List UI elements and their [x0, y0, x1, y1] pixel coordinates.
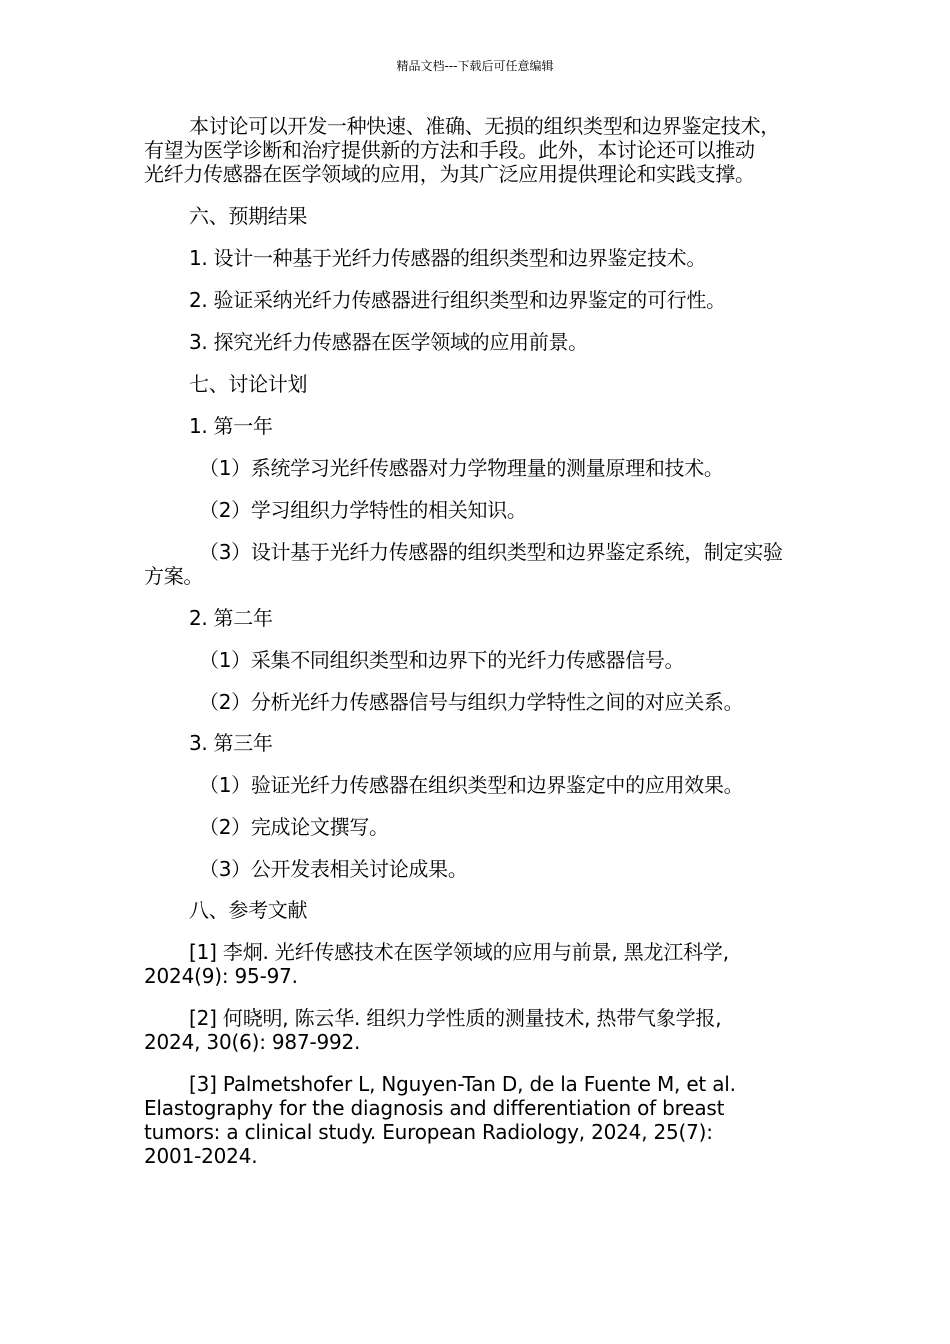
expected-result-3: 3. 探究光纤力传感器在医学领域的应用前景。 [189, 330, 588, 354]
reference-1-line-1: [1] 李炯. 光纤传感技术在医学领域的应用与前景, 黑龙江科学, [189, 940, 729, 964]
year-3-title: 3. 第三年 [189, 731, 273, 755]
section-6-heading: 六、预期结果 [189, 204, 308, 228]
year-1-task-3-line-2: 方案。 [144, 564, 204, 588]
reference-3-line-2: Elastography for the diagnosis and differentiation of breast [144, 1096, 725, 1120]
section-7-heading: 七、讨论计划 [189, 372, 308, 396]
reference-1-line-2: 2024(9): 95-97. [144, 964, 298, 988]
reference-2-line-2: 2024, 30(6): 987-992. [144, 1030, 361, 1054]
year-2-title: 2. 第二年 [189, 606, 273, 630]
reference-3-line-1: [3] Palmetshofer L, Nguyen-Tan D, de la Fuente M, et al. [189, 1072, 736, 1096]
year-3-task-2: （2）完成论文撰写。 [199, 815, 389, 839]
year-3-task-3: （3）公开发表相关讨论成果。 [199, 857, 468, 881]
intro-paragraph [144, 114, 808, 186]
reference-3 [144, 1072, 808, 1168]
reference-2 [144, 1006, 808, 1054]
reference-3-line-3: tumors: a clinical study. European Radiology, 2024, 25(7): [144, 1120, 713, 1144]
year-3-task-1: （1）验证光纤力传感器在组织类型和边界鉴定中的应用效果。 [199, 773, 744, 797]
expected-result-1: 1. 设计一种基于光纤力传感器的组织类型和边界鉴定技术。 [189, 246, 707, 270]
year-1-task-1: （1）系统学习光纤传感器对力学物理量的测量原理和技术。 [199, 456, 724, 480]
intro-line-1: 本讨论可以开发一种快速、准确、无损的组织类型和边界鉴定技术， [189, 114, 780, 138]
reference-2-line-1: [2] 何晓明, 陈云华. 组织力学性质的测量技术, 热带气象学报, [189, 1006, 722, 1030]
intro-line-2: 有望为医学诊断和治疗提供新的方法和手段。此外，本讨论还可以推动 [144, 138, 755, 162]
expected-result-2: 2. 验证采纳光纤力传感器进行组织类型和边界鉴定的可行性。 [189, 288, 726, 312]
year-1-task-2: （2）学习组织力学特性的相关知识。 [199, 498, 527, 522]
reference-1 [144, 940, 808, 988]
year-1-task-3-line-1: （3）设计基于光纤力传感器的组织类型和边界鉴定系统，制定实验 [199, 540, 783, 564]
intro-line-3: 光纤力传感器在医学领域的应用，为其广泛应用提供理论和实践支撑。 [144, 162, 755, 186]
document-body [144, 114, 808, 1168]
year-1-title: 1. 第一年 [189, 414, 273, 438]
page-header-watermark: 精品文档---下载后可任意编辑 [396, 59, 554, 73]
year-2-task-2: （2）分析光纤力传感器信号与组织力学特性之间的对应关系。 [199, 690, 744, 714]
reference-3-line-4: 2001-2024. [144, 1144, 258, 1168]
section-8-heading: 八、参考文献 [189, 898, 308, 922]
year-2-task-1: （1）采集不同组织类型和边界下的光纤力传感器信号。 [199, 648, 685, 672]
year-1-task-3 [144, 540, 808, 588]
